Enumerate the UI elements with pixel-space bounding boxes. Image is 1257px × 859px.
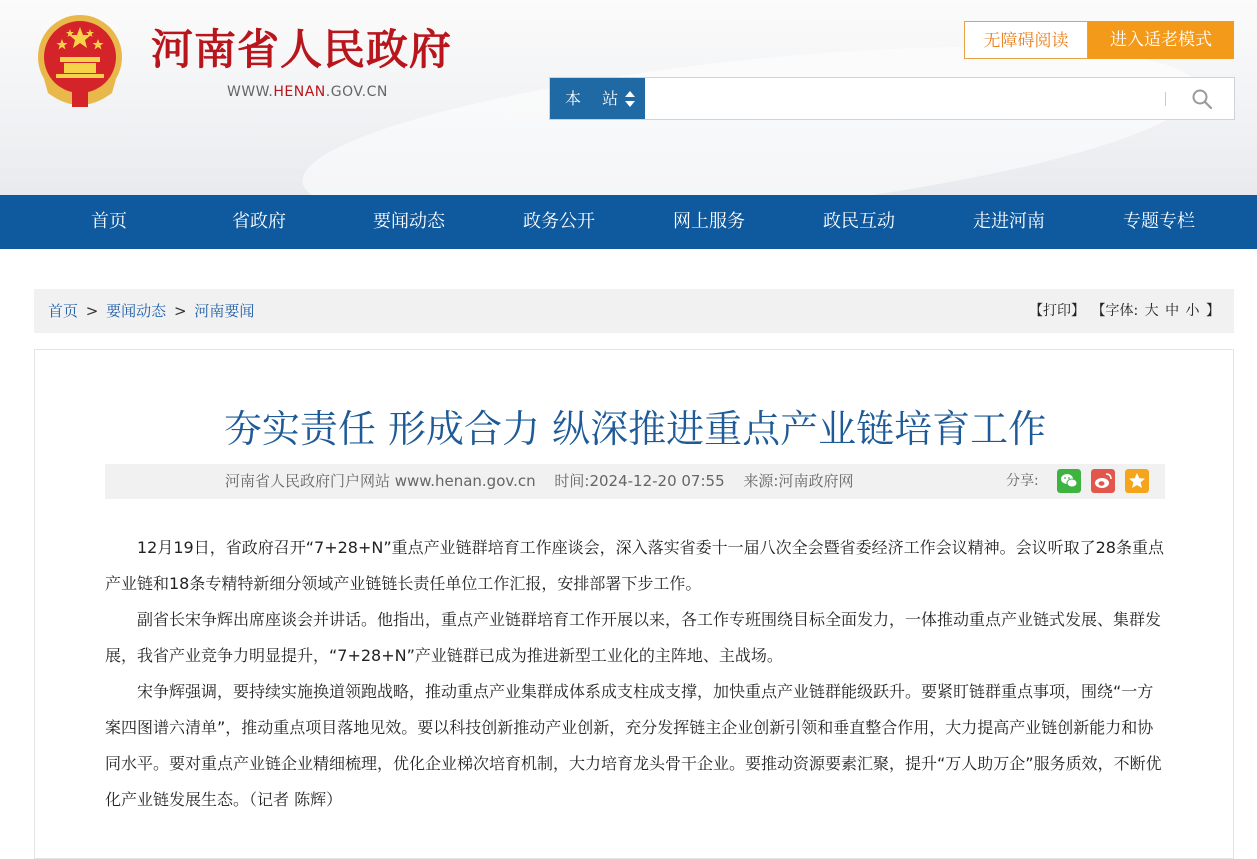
search-icon[interactable]: [1191, 88, 1213, 110]
accessibility-button[interactable]: 无障碍阅读: [964, 21, 1088, 59]
nav-item-government-affairs[interactable]: 政务公开: [523, 211, 595, 232]
nav-item-online-services[interactable]: 网上服务: [673, 211, 745, 232]
article-meta: [105, 464, 1165, 499]
wechat-icon[interactable]: [1057, 469, 1081, 493]
favorite-star-icon[interactable]: [1125, 469, 1149, 493]
nav-item-news[interactable]: 要闻动态: [373, 211, 445, 232]
article-body: [105, 530, 1165, 818]
site-header: [0, 0, 1257, 195]
article-title: 夯实责任 形成合力 纵深推进重点产业链培育工作: [223, 407, 1047, 452]
nav-item-home[interactable]: 首页: [91, 211, 127, 232]
breadcrumb-news[interactable]: 要闻动态: [106, 302, 167, 320]
article-origin: 来源:河南政府网: [743, 472, 854, 490]
breadcrumb-henan-news[interactable]: 河南要闻: [194, 302, 255, 320]
font-large-button[interactable]: 大: [1144, 303, 1159, 319]
article-paragraph: 宋争辉强调，要持续实施换道领跑战略，推动重点产业集群成体系成支柱成支撑，加快重点产业链群能级跃升。要紧盯链群重点事项，围绕“一方案四图谱六清单”，推动重点项目落地见效。要以科技创新推动产业创新，充分发挥链主企业创新引领和垂直整合作用，大力提高产业链创新能力和协同水平。要对重点产业链企业精细梳理，优化企业梯次培育机制，大力培育龙头骨干企业。要推动资源要素汇聚，提升“万人助万企”服务质效，不断优化产业链发展生态。（记者 陈辉）: [105, 682, 1162, 809]
search-input[interactable]: [650, 84, 1154, 114]
search-divider: [1165, 92, 1166, 106]
sort-arrows-icon: [624, 90, 636, 108]
site-title[interactable]: 河南省人民政府: [151, 25, 453, 74]
elder-mode-button[interactable]: 进入适老模式: [1088, 21, 1234, 59]
breadcrumb-bar: [34, 289, 1234, 333]
weibo-icon[interactable]: [1091, 469, 1115, 493]
font-medium-button[interactable]: 中: [1165, 303, 1180, 319]
search-scope-select[interactable]: 本 站: [550, 78, 645, 119]
breadcrumb: 首页 > 要闻动态 > 河南要闻: [48, 302, 255, 320]
article-paragraph: 12月19日，省政府召开“7+28+N”重点产业链群培育工作座谈会，深入落实省委十一届八次全会暨省委经济工作会议精神。会议听取了28条重点产业链和18条专精特新细分领域产业链链长责任单位工作汇报，安排部署下步工作。: [105, 538, 1164, 593]
nav-item-special-topics[interactable]: 专题专栏: [1123, 211, 1195, 232]
national-emblem-icon[interactable]: [34, 13, 126, 109]
breadcrumb-home[interactable]: 首页: [48, 302, 79, 320]
article-paragraph: 副省长宋争辉出席座谈会并讲话。他指出，重点产业链群培育工作开展以来，各工作专班围绕目标全面发力，一体推动重点产业链式发展、集群发展，我省产业竞争力明显提升，“7+28+N”产业链群已成为推进新型工业化的主阵地、主战场。: [105, 610, 1162, 665]
nav-item-interaction[interactable]: 政民互动: [823, 211, 895, 232]
font-size-label: 【字体:: [1091, 303, 1139, 319]
site-url: WWW.HENAN.GOV.CN: [227, 84, 388, 100]
search-box: [549, 77, 1235, 120]
font-small-button[interactable]: 小: [1185, 303, 1200, 319]
nav-item-province-government[interactable]: 省政府: [232, 211, 286, 232]
main-nav: [0, 195, 1257, 249]
article-source-site: 河南省人民政府门户网站 www.henan.gov.cn: [225, 472, 536, 490]
article-tools: 【打印】 【字体: 大 中 小 】: [1029, 303, 1220, 319]
nav-item-about-henan[interactable]: 走进河南: [973, 211, 1045, 232]
print-button[interactable]: 【打印】: [1029, 303, 1086, 319]
share-label: 分享:: [1006, 473, 1039, 489]
article-panel: [34, 349, 1234, 859]
article-time: 时间:2024-12-20 07:55: [554, 472, 725, 490]
